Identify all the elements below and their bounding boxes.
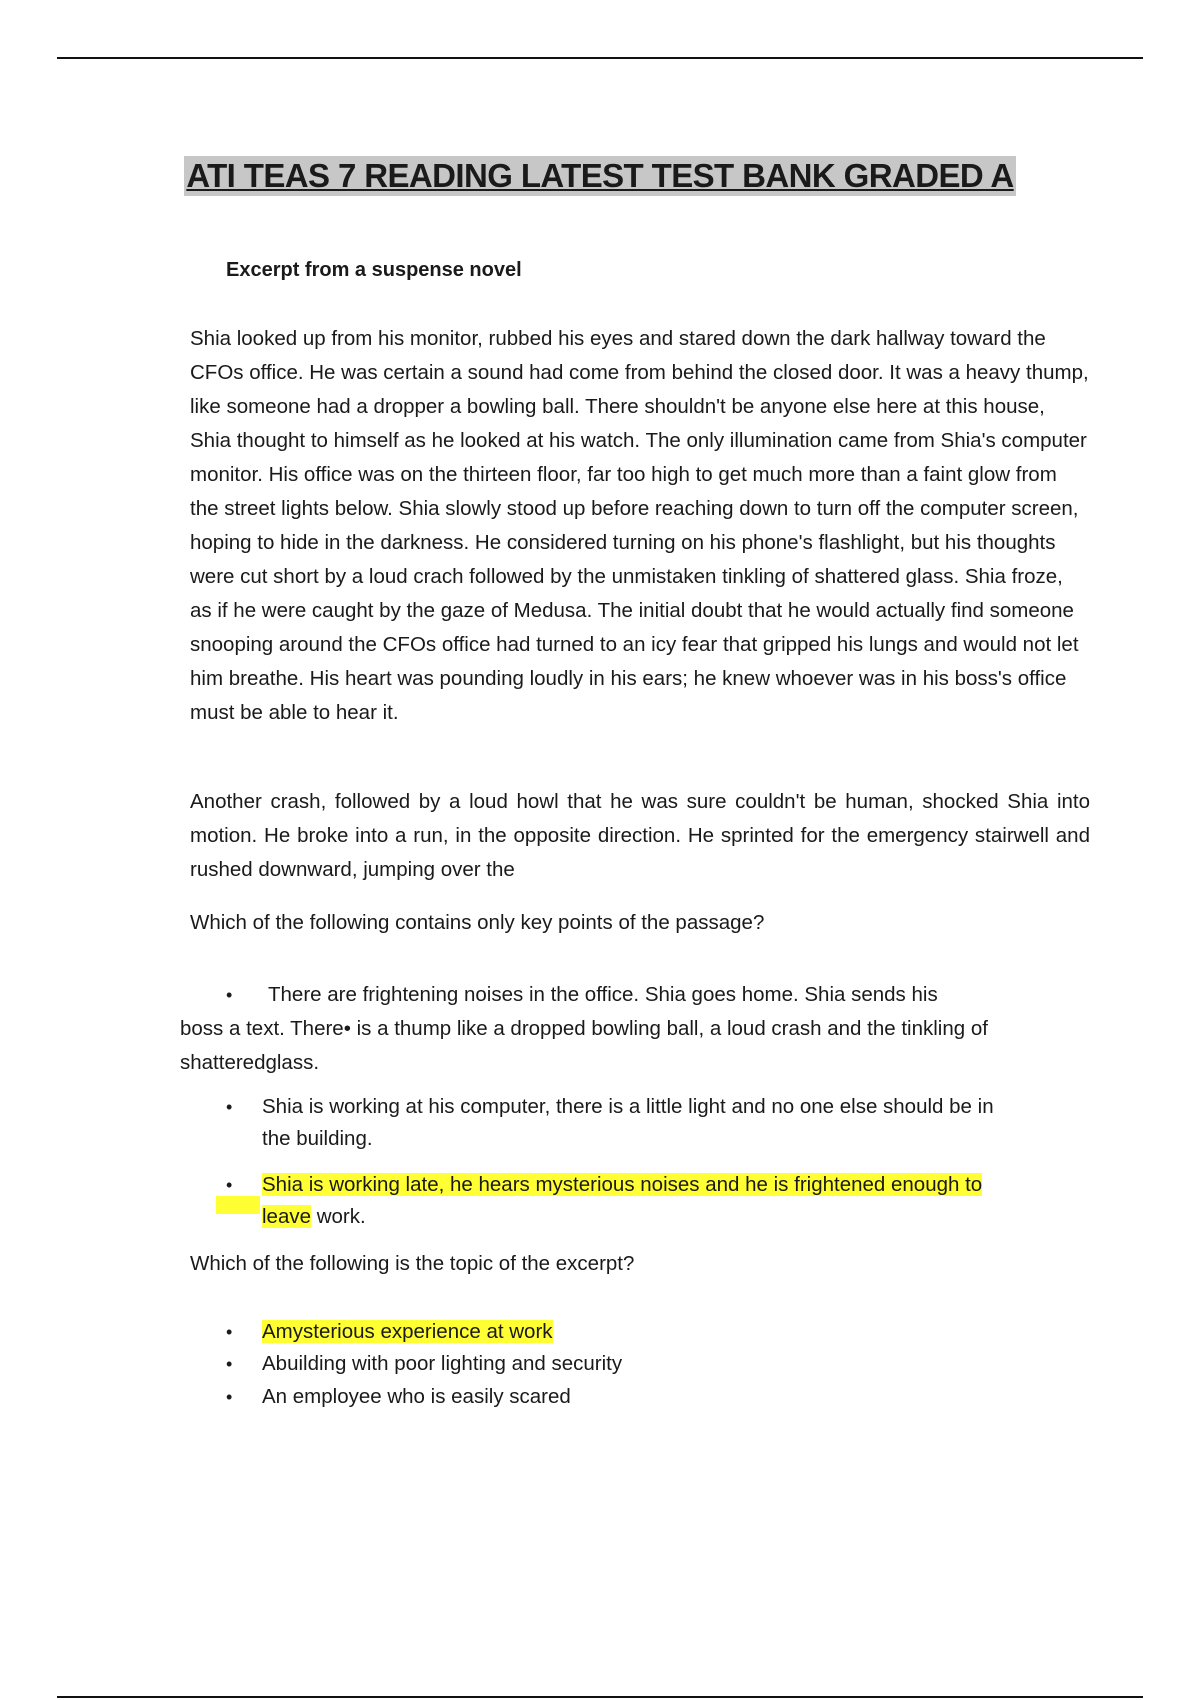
option-3-text: Shia is working at his computer, there is a little light and no one else should be in the building. [262, 1095, 994, 1150]
bullet-icon: • [226, 1387, 233, 1407]
merged-option-text-1: There are frightening noises in the office. Shia goes home. Shia sends his [268, 983, 938, 1006]
merged-option-line-3: shatteredglass. [180, 1051, 320, 1074]
merged-option-line-1 [180, 978, 1060, 1012]
bullet-icon: • [226, 985, 233, 1005]
bullet-icon: • [226, 1175, 233, 1195]
highlight-mark [216, 1196, 260, 1214]
document-title: ATI TEAS 7 READING LATEST TEST BANK GRADED A [186, 157, 1014, 194]
passage-paragraph-2: Another crash, followed by a loud howl that he was sure couldn't be human, shocked Shia into motion. He broke into a run, in the opposite direction. He sprinted for the emergency stairwell and rushed downward, jumping over the [190, 790, 1090, 881]
option-4-rest: work. [311, 1205, 366, 1228]
option-3-text: An employee who is easily scared [262, 1385, 571, 1408]
bottom-rule [57, 1696, 1143, 1698]
top-rule [57, 57, 1143, 59]
bullet-icon: • [343, 1017, 351, 1040]
option-2-text: Abuilding with poor lighting and security [262, 1352, 623, 1375]
question-1-prompt: Which of the following contains only key points of the passage? [190, 911, 765, 934]
merged-option-text-2a: boss a text. There [180, 1017, 344, 1040]
merged-option-text-2b: is a thump like a dropped bowling ball, a loud crash and the tinkling of [350, 1017, 988, 1040]
question-1-merged-options [180, 978, 1060, 1080]
merged-option-line-2 [180, 1012, 1060, 1046]
bullet-icon: • [226, 1322, 233, 1342]
excerpt-subtitle: Excerpt from a suspense novel [226, 259, 522, 281]
bullet-icon: • [226, 1354, 233, 1374]
passage-paragraph-1: Shia looked up from his monitor, rubbed his eyes and stared down the dark hallway toward the CFOs office. He was certain a sound had come from behind the closed door. It was a heavy thump, like someone had a dropper a bowling ball. There shouldn't be anyone else here at this house, Shia thought to himself as he looked at his watch. The only illumination came from Shia's computer monitor. His office was on the thirteen floor, far too high to get much more than a faint glow from the street lights below. Shia slowly stood up before reaching down to turn off the computer screen, hoping to hide in the darkness. He considered turning on his phone's flashlight, but his thoughts were cut short by a loud crach followed by the unmistaken tinkling of shattered glass. Shia froze, as if he were caught by the gaze of Medusa. The initial doubt that he would actually find someone snooping around the CFOs office had turned to an icy fear that gripped his lungs and would not let him breathe. His heart was pounding loudly in his ears; he knew whoever was in his boss's office must be able to hear it. [190, 327, 1089, 724]
option-4-text [262, 1169, 1022, 1233]
option-1-text [262, 1316, 1022, 1348]
bullet-icon: • [226, 1097, 233, 1117]
question-2-prompt: Which of the following is the topic of the excerpt? [190, 1252, 635, 1275]
title-container [0, 156, 1200, 196]
option-1-highlighted-answer: Amysterious experience at work [262, 1320, 553, 1343]
option-4-highlighted-answer: Shia is working late, he hears mysterious noises and he is frightened enough to leave [262, 1173, 983, 1228]
